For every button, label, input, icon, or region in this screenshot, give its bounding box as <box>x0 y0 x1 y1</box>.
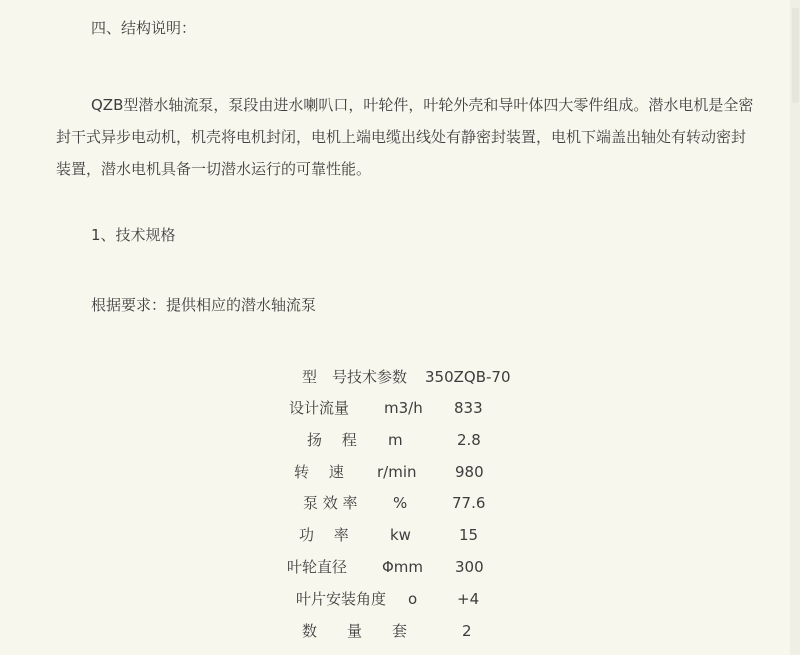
row-value: 980 <box>455 463 484 481</box>
row-name: 扬 程 <box>307 431 357 449</box>
section-heading: 四、结构说明： <box>91 19 197 37</box>
row-name: 数 量 套 <box>302 622 408 640</box>
row-unit: m <box>388 431 403 449</box>
spec-title: 1、技术规格 <box>91 226 176 244</box>
row-unit: o <box>408 590 418 608</box>
scrollbar-thumb[interactable] <box>792 8 799 103</box>
row-unit: m3/h <box>384 399 423 417</box>
row-value: 833 <box>454 399 483 417</box>
row-value: 77.6 <box>452 494 486 512</box>
row-unit: r/min <box>377 463 417 481</box>
row-name: 叶片安装角度 <box>296 590 387 608</box>
row-name: 转 速 <box>294 463 344 481</box>
row-value: 15 <box>459 526 479 544</box>
row-name: 泵 效 率 <box>303 494 358 512</box>
structure-description: QZB型潜水轴流泵，泵段由进水喇叭口，叶轮件，叶轮外壳和导叶体四大零件组成。潜水电机是全密封干式异步电动机，机壳将电机封闭，电机上端电缆出线处有静密封装置，电机下端盖出轴处有转动密封装置，潜水电机具备一切潜水运行的可靠性能。 <box>56 96 754 178</box>
row-unit: Φmm <box>382 558 424 576</box>
row-unit: % <box>393 494 408 512</box>
row-name: 叶轮直径 <box>287 558 348 576</box>
row-name: 功 率 <box>299 526 349 544</box>
requirement-text: 根据要求：提供相应的潜水轴流泵 <box>91 296 317 314</box>
vertical-scrollbar[interactable] <box>790 0 800 655</box>
table-header-param: 型 号技术参数 <box>302 368 408 386</box>
row-value: 2.8 <box>457 431 481 449</box>
row-value: 2 <box>462 622 472 640</box>
row-value: 300 <box>455 558 484 576</box>
row-value: +4 <box>457 590 480 608</box>
row-unit: kw <box>390 526 411 544</box>
row-name: 设计流量 <box>289 399 350 417</box>
table-header-model: 350ZQB-70 <box>425 368 511 386</box>
